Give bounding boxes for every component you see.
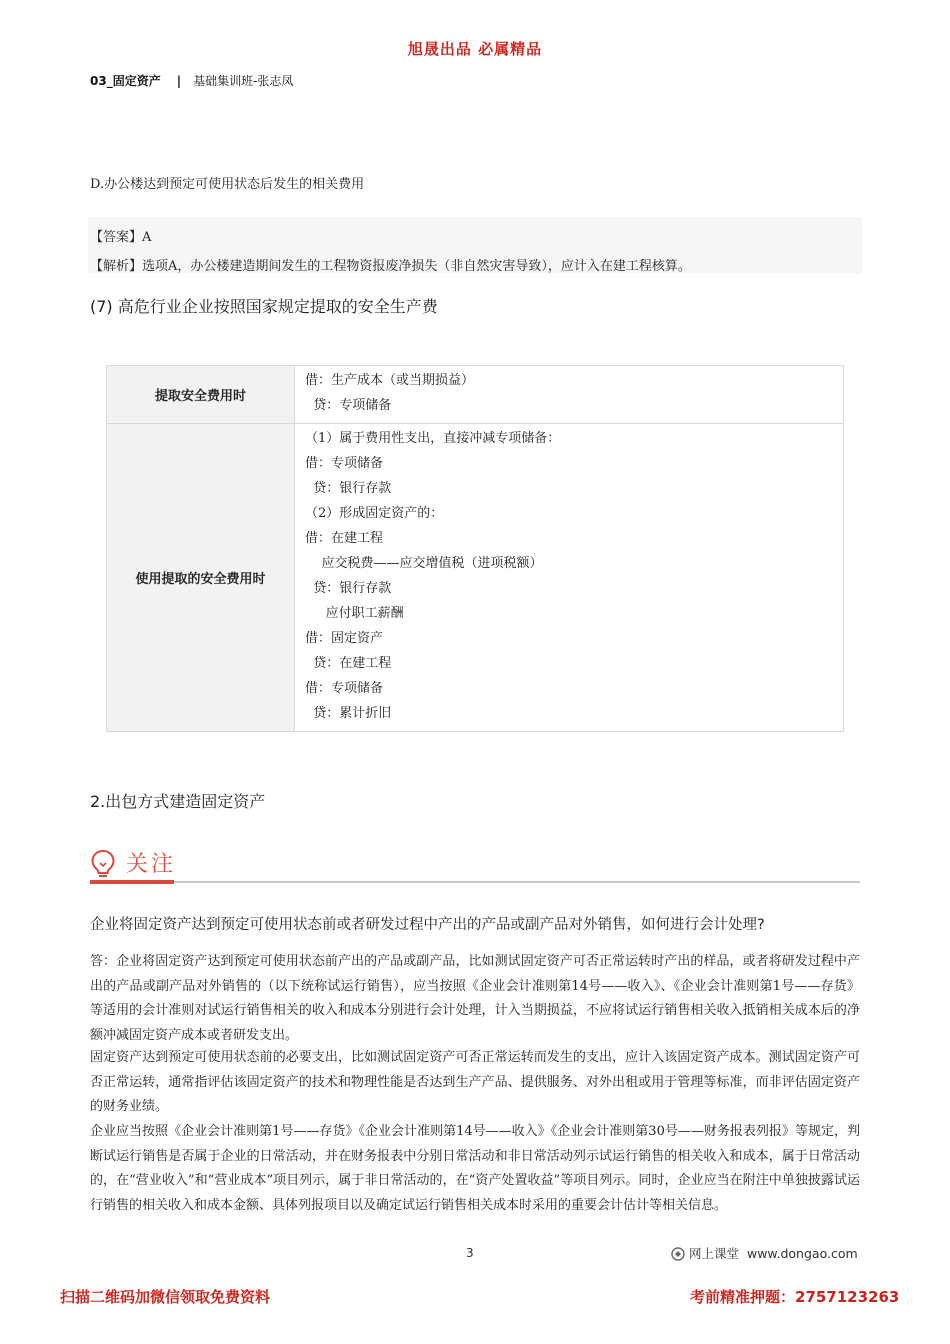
brand-logo-icon <box>671 1247 685 1261</box>
answer-paragraph-2: 固定资产达到预定可使用状态前的必要支出，比如测试固定资产可否正常运转而发生的支出，应计入该固定资产成本。测试固定资产可否正常运转，通常指评估该固定资产的技术和物理性能是否达到生产产品、提供服务、对外出租或用于管理等标准，而非评估固定资产的财务业绩。 <box>90 1050 860 1114</box>
answer-paragraph-1: 答：企业将固定资产达到预定可使用状态前产出的产品或副产品，比如测试固定资产可否正常运转时产出的样品，或者将研发过程中产出的产品或副产品对外销售的（以下统称试运行销售），应当按照《企业会计准则第14号——收入》、《企业会计准则第1号——存货》等适用的会计准则对试运行销售相关的收入和成本分别进行会计处理，计入当期损益，不应将试运行销售相关收入抵销相关成本后的净额冲减固定资产成本或者研发支出。 <box>90 954 860 1043</box>
brand-url: www.dongao.com <box>746 1246 858 1261</box>
question-text: 企业将固定资产达到预定可使用状态前或者研发过程中产出的产品或副产品对外销售，如何进行会计处理? <box>90 917 765 933</box>
footer-promo-left: 扫描二维码加微信领取免费资料 <box>60 1288 271 1306</box>
page-header <box>90 72 293 89</box>
header-separator: | <box>176 74 182 88</box>
focus-title: 关注 <box>126 852 177 877</box>
section-7-title: (7) 高危行业企业按照国家规定提取的安全生产费 <box>90 297 438 316</box>
table-row <box>107 424 844 732</box>
row-label: 使用提取的安全费用时 <box>107 424 295 732</box>
answer-analysis: 【解析】选项A，办公楼建造期间发生的工程物资报废净损失（非自然灾害导致），应计入在建工程核算。 <box>90 259 691 274</box>
answer-label: 【答案】A <box>90 230 152 245</box>
lightbulb-icon <box>90 849 116 879</box>
answer-paragraph-3: 企业应当按照《企业会计准则第1号——存货》《企业会计准则第14号——收入》《企业会计准则第30号——财务报表列报》等规定，判断试运行销售是否属于企业的日常活动，并在财务报表中分别日常活动和非日常活动列示试运行销售的相关收入和成本，属于日常活动的，在“营业收入”和“营业成本”项目列示，属于非日常活动的，在“资产处置收益”等项目列示。同时，企业应当在附注中单独披露试运行销售的相关收入和成本金额、具体列报项目以及确定试运行销售相关成本时采用的重要会计估计等相关信息。 <box>90 1124 860 1213</box>
page-number: 3 <box>466 1246 474 1260</box>
journal-entry-table <box>106 365 844 732</box>
course-name: 基础集训班-张志凤 <box>193 74 294 88</box>
journal-entries: 借：生产成本（或当期损益） 贷：专项储备 <box>305 373 475 413</box>
top-banner: 旭晟出品 必属精品 <box>407 40 543 58</box>
row-label: 提取安全费用时 <box>107 366 295 424</box>
section-2-title: 2.出包方式建造固定资产 <box>90 792 266 811</box>
table-row <box>107 366 844 424</box>
brand-name: 网上课堂 <box>689 1246 740 1261</box>
focus-heading <box>90 843 860 885</box>
footer-promo-right: 考前精准押题：2757123263 <box>690 1288 900 1306</box>
divider-accent <box>90 880 174 884</box>
option-d: D.办公楼达到预定可使用状态后发生的相关费用 <box>90 177 365 192</box>
journal-entries: （1）属于费用性支出，直接冲减专项储备： 借：专项储备 贷：银行存款 （2）形成固定资产的： 借：在建工程 应交税费——应交增值税（进项税额） 贷：银行存款 应付职工薪酬 借：固定资产 贷：在建工程 借：专项储备 贷：累计折旧 <box>305 431 561 721</box>
brand-footer <box>671 1244 858 1262</box>
divider <box>90 881 860 883</box>
chapter-title: 03_固定资产 <box>90 74 161 88</box>
